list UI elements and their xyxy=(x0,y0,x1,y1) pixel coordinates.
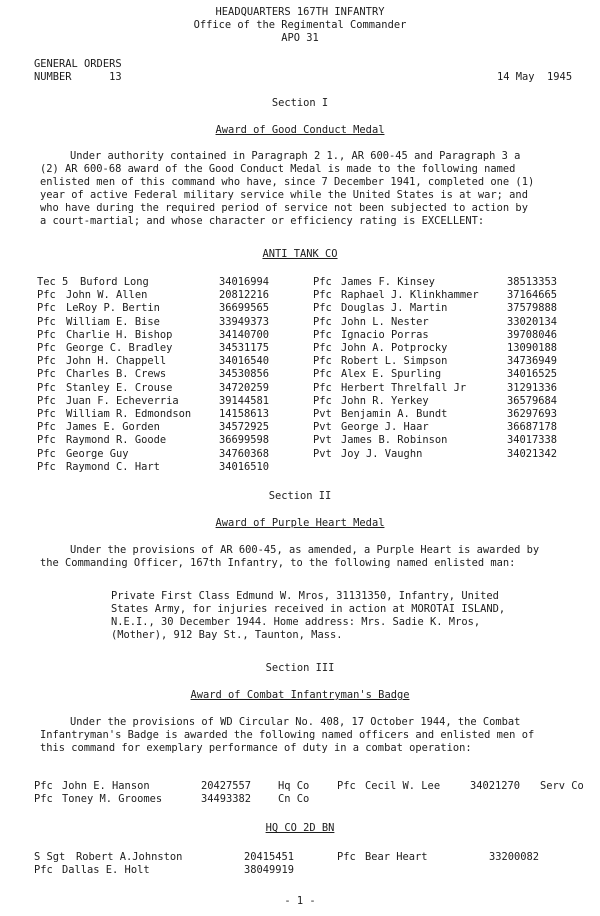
section-3-intro-line: Under the provisions of WD Circular No. 408, 17 October 1944, the Combat xyxy=(70,716,521,728)
unit-heading-anti-tank: ANTI TANK CO xyxy=(262,248,338,260)
rank: Pfc xyxy=(313,276,332,288)
paragraph-line: year of active Federal military service while the United States is at war; and xyxy=(40,189,528,201)
rank: Pfc xyxy=(37,381,56,394)
serial-number: 20415451 xyxy=(244,851,295,863)
roster-entry xyxy=(0,408,600,421)
rank: Pfc xyxy=(34,864,53,876)
rank: Pfc xyxy=(37,342,56,354)
serial-number: 34140700 xyxy=(219,328,270,341)
serial-number: 34016540 xyxy=(219,355,270,368)
serial-number: 34021270 xyxy=(470,780,521,792)
soldier-name: Toney M. Groomes xyxy=(62,793,163,805)
roster-entry xyxy=(0,395,600,408)
soldier-name: Robert L. Simpson xyxy=(341,355,448,368)
serial-number: 34720259 xyxy=(219,381,270,394)
rank: Pfc xyxy=(313,315,332,328)
paragraph-line: who have during the required period of service not been subjected to action by xyxy=(40,202,528,214)
cib-entry xyxy=(0,793,600,806)
soldier-name: John H. Chappell xyxy=(66,355,167,368)
serial-number: 36699565 xyxy=(219,302,270,315)
serial-number: 36297693 xyxy=(507,408,558,420)
roster-entry xyxy=(0,448,600,461)
serial-number: 37164665 xyxy=(507,289,558,302)
unit-name: Hq Co xyxy=(278,780,310,792)
rank: Pfc xyxy=(37,368,56,381)
serial-number: 37579888 xyxy=(507,302,558,315)
serial-number: 38049919 xyxy=(244,864,295,876)
rank: Pfc xyxy=(37,460,56,473)
general-orders-label: GENERAL ORDERS xyxy=(34,58,122,70)
rank: Pfc xyxy=(37,315,56,328)
hq-entry xyxy=(0,864,600,877)
paragraph-line: a court-martial; and whose character or efficiency rating is EXCELLENT: xyxy=(40,215,485,227)
serial-number: 31291336 xyxy=(507,381,558,394)
serial-number: 34760368 xyxy=(219,447,270,460)
serial-number: 36579684 xyxy=(507,394,558,407)
serial-number: 34021342 xyxy=(507,447,558,460)
rank: Pfc xyxy=(37,355,56,368)
roster-entry xyxy=(0,382,600,395)
soldier-name: William R. Edmondson xyxy=(66,408,192,420)
soldier-name: James F. Kinsey xyxy=(341,276,435,288)
section-3-subtitle: Award of Combat Infantryman's Badge xyxy=(190,689,410,701)
rank: Pvt xyxy=(313,434,332,447)
serial-number: 38513353 xyxy=(507,276,558,288)
section-3-intro-line: this command for exemplary performance of duty in a combat operation: xyxy=(40,742,472,754)
soldier-name: Stanley E. Crouse xyxy=(66,381,173,394)
citation-line: States Army, for injuries received in action at MOROTAI ISLAND, xyxy=(111,603,506,615)
soldier-name: Dallas E. Holt xyxy=(62,864,150,876)
rank: Pfc xyxy=(313,289,332,302)
roster-entry xyxy=(0,316,600,329)
rank: Pvt xyxy=(313,447,332,460)
soldier-name: Joy J. Vaughn xyxy=(341,447,423,460)
rank: Pfc xyxy=(313,328,332,341)
soldier-name: John W. Allen xyxy=(66,289,148,302)
soldier-name: John A. Potprocky xyxy=(341,342,448,354)
serial-number: 20427557 xyxy=(201,780,252,792)
rank: Pfc xyxy=(37,434,56,447)
header-line-2: Office of the Regimental Commander xyxy=(193,19,407,31)
roster-entry xyxy=(0,276,600,289)
serial-number: 34016510 xyxy=(219,460,270,473)
serial-number: 34493382 xyxy=(201,793,252,805)
section-3-title: Section III xyxy=(265,662,335,674)
rank: Pfc xyxy=(337,851,356,863)
paragraph-line: enlisted men of this command who have, since 7 December 1941, completed one (1) xyxy=(40,176,535,188)
soldier-name: LeRoy P. Bertin xyxy=(66,302,160,315)
rank: S Sgt xyxy=(34,851,66,863)
page-number: - 1 - xyxy=(284,895,316,907)
soldier-name: Charlie H. Bishop xyxy=(66,328,173,341)
serial-number: 34017338 xyxy=(507,434,558,447)
serial-number: 34016994 xyxy=(219,276,270,288)
soldier-name: Raymond R. Goode xyxy=(66,434,167,447)
order-number: NUMBER 13 xyxy=(34,71,122,83)
section-3-intro-line: Infantryman's Badge is awarded the following named officers and enlisted men of xyxy=(40,729,535,741)
cib-entry xyxy=(0,780,600,793)
soldier-name: Alex E. Spurling xyxy=(341,368,442,381)
rank: Pfc xyxy=(37,394,56,407)
rank: Pfc xyxy=(313,302,332,315)
paragraph-line: (2) AR 600-68 award of the Good Conduct Medal is made to the following named xyxy=(40,163,516,175)
soldier-name: Juan F. Echeverria xyxy=(66,394,179,407)
roster-entry xyxy=(0,329,600,342)
soldier-name: Ignacio Porras xyxy=(341,328,429,341)
soldier-name: Robert A.Johnston xyxy=(76,851,183,863)
unit-name: Cn Co xyxy=(278,793,310,805)
soldier-name: Bear Heart xyxy=(365,851,428,863)
roster-entry xyxy=(0,434,600,447)
soldier-name: John E. Hanson xyxy=(62,780,150,792)
section-2-title: Section II xyxy=(268,490,332,502)
rank: Tec 5 xyxy=(37,276,69,288)
rank: Pfc xyxy=(37,328,56,341)
header-line-3: APO 31 xyxy=(281,32,319,44)
rank: Pfc xyxy=(313,381,332,394)
soldier-name: William E. Bise xyxy=(66,315,160,328)
soldier-name: Buford Long xyxy=(80,276,149,288)
unit-name: Serv Co xyxy=(540,780,584,792)
rank: Pfc xyxy=(313,394,332,407)
rank: Pfc xyxy=(37,289,56,302)
serial-number: 34016525 xyxy=(507,368,558,381)
hq-entry xyxy=(0,851,600,864)
soldier-name: George C. Bradley xyxy=(66,342,173,354)
order-date: 14 May 1945 xyxy=(497,71,573,83)
header-line-1: HEADQUARTERS 167TH INFANTRY xyxy=(215,6,385,18)
rank: Pfc xyxy=(313,368,332,381)
rank: Pfc xyxy=(37,302,56,315)
serial-number: 39708046 xyxy=(507,328,558,341)
serial-number: 34736949 xyxy=(507,355,558,368)
citation-line: (Mother), 912 Bay St., Taunton, Mass. xyxy=(111,629,343,641)
section-2-intro-line: the Commanding Officer, 167th Infantry, to the following named enlisted man: xyxy=(40,557,516,569)
serial-number: 33949373 xyxy=(219,315,270,328)
soldier-name: Raymond C. Hart xyxy=(66,460,160,473)
roster-entry xyxy=(0,289,600,302)
serial-number: 36699598 xyxy=(219,434,270,447)
rank: Pfc xyxy=(37,447,56,460)
soldier-name: John L. Nester xyxy=(341,315,429,328)
rank: Pvt xyxy=(313,408,332,420)
section-2-intro-line: Under the provisions of AR 600-45, as amended, a Purple Heart is awarded by xyxy=(70,544,540,556)
section-2-subtitle: Award of Purple Heart Medal xyxy=(215,517,385,529)
soldier-name: Herbert Threlfall Jr xyxy=(341,381,467,394)
citation-line: Private First Class Edmund W. Mros, 31131350, Infantry, United xyxy=(111,590,499,602)
section-1-title: Section I xyxy=(271,97,329,109)
section-1-subtitle: Award of Good Conduct Medal xyxy=(215,124,385,136)
citation-line: N.E.I., 30 December 1944. Home address: Mrs. Sadie K. Mros, xyxy=(111,616,481,628)
soldier-name: Raphael J. Klinkhammer xyxy=(341,289,479,302)
serial-number: 34531175 xyxy=(219,342,270,354)
serial-number: 33200082 xyxy=(489,851,540,863)
roster-entry xyxy=(0,342,600,355)
rank: Pfc xyxy=(37,421,56,434)
soldier-name: Cecil W. Lee xyxy=(365,780,441,792)
rank: Pfc xyxy=(34,793,53,805)
paragraph-line: Under authority contained in Paragraph 2 1., AR 600-45 and Paragraph 3 a xyxy=(70,150,521,162)
rank: Pfc xyxy=(313,355,332,368)
rank: Pfc xyxy=(337,780,356,792)
soldier-name: James E. Gorden xyxy=(66,421,160,434)
soldier-name: George Guy xyxy=(66,447,129,460)
soldier-name: Douglas J. Martin xyxy=(341,302,448,315)
serial-number: 33020134 xyxy=(507,315,558,328)
rank: Pfc xyxy=(34,780,53,792)
soldier-name: Benjamin A. Bundt xyxy=(341,408,448,420)
soldier-name: George J. Haar xyxy=(341,421,429,434)
serial-number: 14158613 xyxy=(219,408,270,420)
soldier-name: James B. Robinson xyxy=(341,434,448,447)
roster-entry xyxy=(0,355,600,368)
serial-number: 13090188 xyxy=(507,342,558,354)
serial-number: 39144581 xyxy=(219,394,270,407)
roster-entry xyxy=(0,368,600,381)
roster-entry xyxy=(0,421,600,434)
rank: Pfc xyxy=(313,342,332,354)
rank: Pfc xyxy=(37,408,56,420)
roster-entry xyxy=(0,302,600,315)
rank: Pvt xyxy=(313,421,332,434)
roster-entry xyxy=(0,461,600,474)
serial-number: 36687178 xyxy=(507,421,558,434)
serial-number: 34530856 xyxy=(219,368,270,381)
soldier-name: John R. Yerkey xyxy=(341,394,429,407)
unit-heading-hq-co-2d-bn: HQ CO 2D BN xyxy=(265,822,335,834)
serial-number: 34572925 xyxy=(219,421,270,434)
serial-number: 20812216 xyxy=(219,289,270,302)
soldier-name: Charles B. Crews xyxy=(66,368,167,381)
